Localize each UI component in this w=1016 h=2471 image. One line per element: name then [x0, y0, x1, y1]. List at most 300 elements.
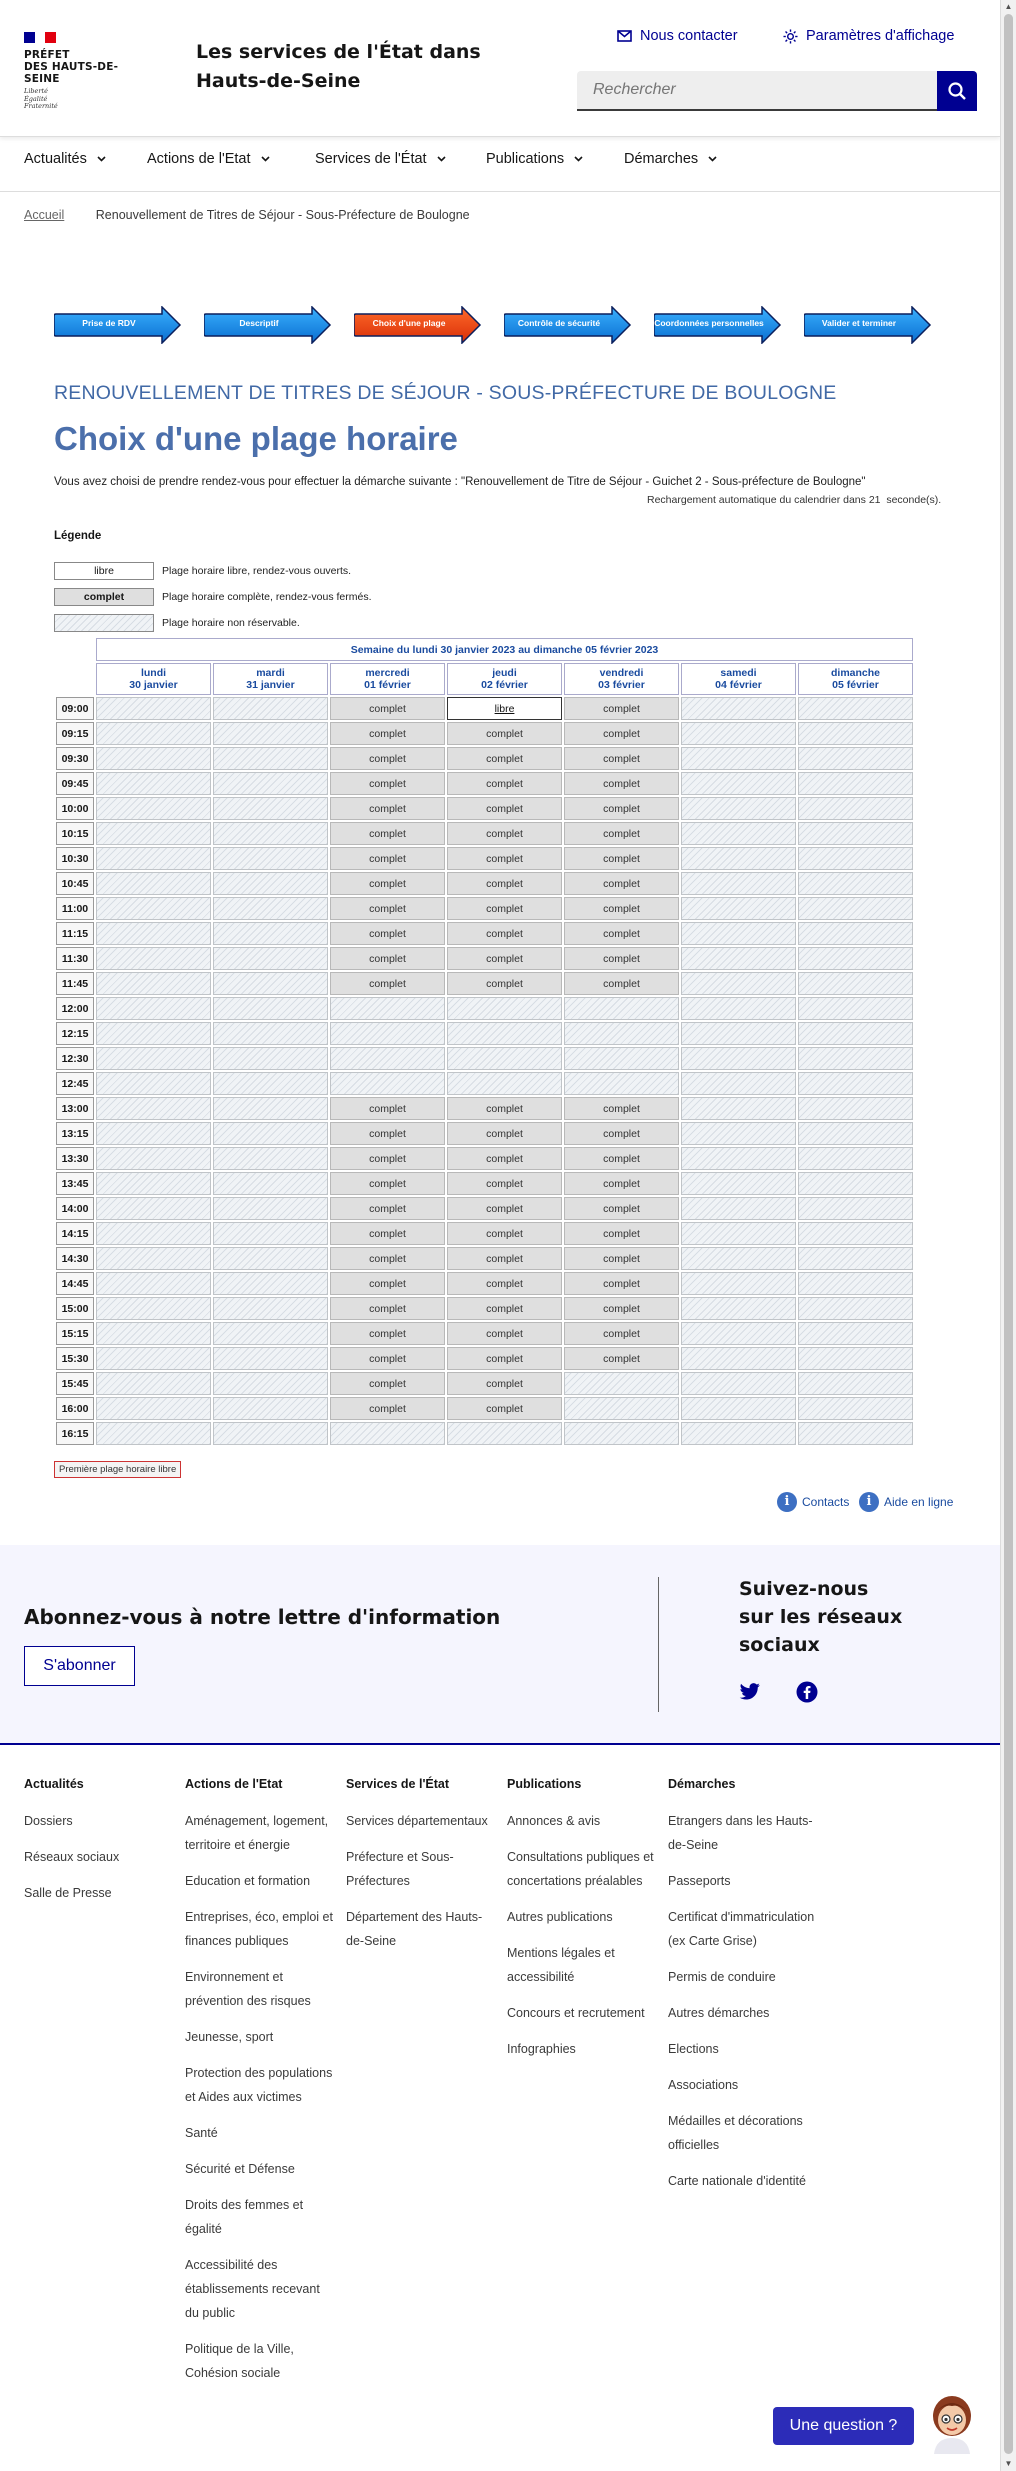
time-slot-label: 14:00: [56, 1197, 94, 1220]
time-row: [56, 1072, 913, 1095]
footer-link[interactable]: Associations: [668, 2078, 739, 2092]
footer-link[interactable]: Aménagement, logement, territoire et énergie: [185, 1814, 329, 1852]
slot-unavailable: [96, 747, 211, 770]
slot-unavailable: [564, 1072, 679, 1095]
slot-unavailable: [96, 1122, 211, 1145]
footer-link[interactable]: Passeports: [668, 1874, 731, 1888]
slot-unavailable: [798, 822, 913, 845]
time-slot-label: 14:15: [56, 1222, 94, 1245]
footer-link[interactable]: Infographies: [507, 2042, 576, 2056]
slot-unavailable: [447, 1072, 562, 1095]
slot-full: complet: [564, 1322, 679, 1345]
slot-unavailable: [213, 1122, 328, 1145]
marianne-flag-icon: [24, 32, 56, 43]
step-label: Choix d'une plage: [372, 318, 446, 328]
time-slot-label: 10:15: [56, 822, 94, 845]
time-slot-label: 12:30: [56, 1047, 94, 1070]
step-label: Prise de RDV: [82, 318, 136, 328]
footer-link[interactable]: Certificat d'immatriculation (ex Carte Grise): [668, 1910, 815, 1948]
slot-full: complet: [564, 872, 679, 895]
footer-link[interactable]: Jeunesse, sport: [185, 2030, 274, 2044]
day-header: [447, 663, 562, 695]
slot-full: complet: [330, 1197, 445, 1220]
time-row: [56, 1222, 913, 1245]
slot-unavailable: [798, 947, 913, 970]
day-header: [330, 663, 445, 695]
slot-unavailable: [798, 897, 913, 920]
time-row: [56, 1047, 913, 1070]
slot-unavailable: [681, 922, 796, 945]
day-date: 01 février: [364, 679, 411, 691]
time-slot-label: 13:00: [56, 1097, 94, 1120]
footer-link[interactable]: Elections: [668, 2042, 719, 2056]
slot-unavailable: [213, 1097, 328, 1120]
slot-unavailable: [681, 997, 796, 1020]
slot-unavailable: [798, 747, 913, 770]
slot-free[interactable]: libre: [447, 697, 562, 720]
slot-full: complet: [564, 1172, 679, 1195]
slot-unavailable: [798, 797, 913, 820]
slot-unavailable: [213, 1197, 328, 1220]
slot-unavailable: [213, 1397, 328, 1420]
display-settings-link[interactable]: [783, 28, 954, 44]
day-header: [681, 663, 796, 695]
slot-unavailable: [213, 722, 328, 745]
reload-suffix: seconde(s).: [886, 494, 942, 506]
legend-full-swatch: complet: [54, 588, 154, 606]
slot-full: complet: [447, 1372, 562, 1395]
slot-unavailable: [681, 822, 796, 845]
footer-link[interactable]: Annonces & avis: [507, 1814, 601, 1828]
slot-unavailable: [798, 1422, 913, 1445]
footer-column-title[interactable]: Démarches: [668, 1777, 736, 1791]
slot-unavailable: [213, 1047, 328, 1070]
slot-full: complet: [447, 972, 562, 995]
slot-full: complet: [564, 897, 679, 920]
site-footer: [0, 1743, 1000, 2471]
scrollbar-thumb[interactable]: [1004, 14, 1013, 2454]
site-title[interactable]: Les services de l'État dans Hauts-de-Seine: [196, 41, 481, 92]
time-slot-label: 09:30: [56, 747, 94, 770]
online-help-link[interactable]: [859, 1492, 953, 1512]
slot-unavailable: [96, 1297, 211, 1320]
footer-column: [507, 1777, 657, 2073]
schedule-table: [54, 636, 915, 1447]
facebook-icon[interactable]: [796, 1681, 818, 1703]
legend-full-desc: Plage horaire complète, rendez-vous fermés.: [162, 591, 372, 603]
time-row: [56, 822, 913, 845]
footer-column: [668, 1777, 818, 2205]
slot-full: complet: [564, 772, 679, 795]
footer-link[interactable]: Protection des populations et Aides aux victimes: [185, 2066, 333, 2104]
slot-unavailable: [213, 1072, 328, 1095]
chatbot-avatar-icon[interactable]: [928, 2392, 976, 2454]
footer-link[interactable]: Préfecture et Sous-Préfectures: [346, 1850, 454, 1888]
search-icon: [947, 81, 967, 101]
day-name: samedi: [720, 667, 757, 679]
first-free-slot-button[interactable]: Première plage horaire libre: [54, 1461, 181, 1478]
day-name: jeudi: [492, 667, 517, 679]
step-4: [504, 306, 632, 344]
contacts-link[interactable]: [777, 1492, 849, 1512]
slot-full: complet: [330, 1147, 445, 1170]
slot-full: complet: [447, 1397, 562, 1420]
slot-unavailable: [96, 797, 211, 820]
slot-full: complet: [564, 822, 679, 845]
nav-item-actions-etat[interactable]: [147, 151, 270, 167]
footer-link[interactable]: Consultations publiques et concertations préalables: [507, 1850, 654, 1888]
scrollbar[interactable]: [1000, 0, 1016, 2471]
slot-unavailable: [96, 822, 211, 845]
step-3: [354, 306, 482, 344]
slot-unavailable: [96, 1397, 211, 1420]
slot-full: complet: [564, 847, 679, 870]
slot-unavailable: [681, 1322, 796, 1345]
footer-link[interactable]: Permis de conduire: [668, 1970, 776, 1984]
info-icon: i: [777, 1492, 797, 1512]
slot-unavailable: [447, 1422, 562, 1445]
slot-unavailable: [564, 1372, 679, 1395]
slot-unavailable: [213, 1022, 328, 1045]
breadcrumb-home[interactable]: Accueil: [24, 208, 65, 222]
footer-link[interactable]: Environnement et prévention des risques: [185, 1970, 311, 2008]
footer-link[interactable]: Dossiers: [24, 1814, 73, 1828]
contacts-label: Contacts: [802, 1495, 850, 1509]
footer-column: [185, 1777, 335, 2397]
slot-unavailable: [798, 1247, 913, 1270]
slot-full: complet: [330, 1272, 445, 1295]
slot-full: complet: [564, 697, 679, 720]
slot-unavailable: [213, 1247, 328, 1270]
slot-unavailable: [681, 897, 796, 920]
slot-full: complet: [330, 897, 445, 920]
slot-unavailable: [681, 1122, 796, 1145]
nav-item-actualites[interactable]: [24, 151, 106, 167]
footer-link[interactable]: Sécurité et Défense: [185, 2162, 295, 2176]
slot-full: complet: [564, 1272, 679, 1295]
footer-link[interactable]: Etrangers dans les Hauts-de-Seine: [668, 1814, 813, 1852]
step-1: [54, 306, 182, 344]
slot-unavailable: [798, 1022, 913, 1045]
slot-full: complet: [330, 972, 445, 995]
slot-unavailable: [213, 972, 328, 995]
nav-label: Publications: [486, 151, 565, 167]
slot-unavailable: [447, 997, 562, 1020]
time-slot-label: 15:45: [56, 1372, 94, 1395]
time-slot-label: 15:30: [56, 1347, 94, 1370]
slot-unavailable: [798, 997, 913, 1020]
slot-unavailable: [681, 1197, 796, 1220]
time-row: [56, 772, 913, 795]
slot-full: complet: [447, 1097, 562, 1120]
footer-link[interactable]: Mentions légales et accessibilité: [507, 1946, 615, 1984]
envelope-icon: [617, 30, 632, 42]
slot-full: complet: [447, 1172, 562, 1195]
slot-full: complet: [330, 872, 445, 895]
contact-link[interactable]: [617, 28, 738, 44]
sun-icon: [783, 29, 798, 44]
time-slot-label: 11:45: [56, 972, 94, 995]
footer-link[interactable]: Réseaux sociaux: [24, 1850, 120, 1864]
footer-column-title[interactable]: Actualités: [24, 1777, 84, 1791]
day-date: 30 janvier: [129, 679, 178, 691]
legend-na-swatch: [54, 614, 154, 632]
time-row: [56, 1097, 913, 1120]
site-header: [0, 0, 1000, 137]
slot-unavailable: [681, 1297, 796, 1320]
day-name: mardi: [256, 667, 285, 679]
slot-unavailable: [681, 1397, 796, 1420]
search-input[interactable]: [577, 71, 937, 111]
time-slot-label: 14:45: [56, 1272, 94, 1295]
reload-notice: [647, 494, 941, 506]
slot-unavailable: [798, 1322, 913, 1345]
footer-link[interactable]: Santé: [185, 2126, 218, 2140]
slot-full: complet: [447, 1247, 562, 1270]
slot-unavailable: [96, 1347, 211, 1370]
prefet-logo[interactable]: [24, 32, 144, 111]
slot-full: complet: [564, 1347, 679, 1370]
day-header: [798, 663, 913, 695]
slot-full: complet: [447, 1297, 562, 1320]
slot-full: complet: [330, 1247, 445, 1270]
slot-full: complet: [447, 847, 562, 870]
time-slot-label: 10:30: [56, 847, 94, 870]
footer-column-title[interactable]: Services de l'État: [346, 1777, 450, 1791]
day-name: lundi: [140, 667, 167, 679]
time-row: [56, 1197, 913, 1220]
footer-link[interactable]: Accessibilité des établissements recevant du public: [185, 2258, 320, 2320]
slot-unavailable: [564, 1397, 679, 1420]
footer-link[interactable]: Education et formation: [185, 1874, 311, 1888]
step-label: Descriptif: [239, 318, 279, 328]
time-slot-label: 12:15: [56, 1022, 94, 1045]
slot-unavailable: [681, 1072, 796, 1095]
slot-unavailable: [96, 897, 211, 920]
slot-unavailable: [798, 1297, 913, 1320]
slot-unavailable: [681, 1022, 796, 1045]
slot-full: complet: [564, 1147, 679, 1170]
slot-unavailable: [213, 822, 328, 845]
slot-unavailable: [213, 872, 328, 895]
footer-link[interactable]: Politique de la Ville, Cohésion sociale: [185, 2342, 294, 2380]
slot-full: complet: [564, 972, 679, 995]
slot-unavailable: [798, 1272, 913, 1295]
slot-full: complet: [447, 1347, 562, 1370]
chevron-down-icon: [261, 156, 270, 162]
social-title: Suivez-nous sur les réseaux sociaux: [739, 1578, 903, 1656]
step-label: Valider et terminer: [821, 318, 897, 328]
slot-unavailable: [96, 872, 211, 895]
slot-unavailable: [96, 1222, 211, 1245]
slot-unavailable: [96, 1372, 211, 1395]
time-row: [56, 1347, 913, 1370]
footer-column: [24, 1777, 174, 1917]
slot-unavailable: [96, 997, 211, 1020]
slot-unavailable: [330, 1047, 445, 1070]
slot-full: complet: [330, 847, 445, 870]
time-row: [56, 972, 913, 995]
time-row: [56, 1272, 913, 1295]
slot-full: complet: [447, 1197, 562, 1220]
slot-unavailable: [96, 1072, 211, 1095]
step-label: Coordonnées personnelles: [654, 318, 764, 328]
search-button[interactable]: [937, 71, 977, 111]
slot-full: complet: [330, 1397, 445, 1420]
slot-full: complet: [330, 1297, 445, 1320]
legend-na-desc: Plage horaire non réservable.: [162, 617, 300, 629]
slot-full: complet: [447, 922, 562, 945]
time-row: [56, 947, 913, 970]
slot-full: complet: [447, 947, 562, 970]
time-row: [56, 1022, 913, 1045]
slot-unavailable: [798, 1372, 913, 1395]
chat-question-button[interactable]: Une question ?: [773, 2407, 914, 2445]
footer-link[interactable]: Salle de Presse: [24, 1886, 112, 1900]
slot-full: complet: [330, 1322, 445, 1345]
slot-unavailable: [330, 1422, 445, 1445]
slot-unavailable: [798, 922, 913, 945]
slot-unavailable: [213, 1172, 328, 1195]
slot-unavailable: [96, 947, 211, 970]
footer-link[interactable]: Autres démarches: [668, 2006, 770, 2020]
scroll-down-icon[interactable]: ▼: [1004, 2459, 1013, 2468]
footer-link[interactable]: Droits des femmes et égalité: [185, 2198, 304, 2236]
slot-full: complet: [330, 722, 445, 745]
slot-unavailable: [213, 897, 328, 920]
slot-full: complet: [330, 1122, 445, 1145]
time-slot-label: 15:15: [56, 1322, 94, 1345]
time-row: [56, 897, 913, 920]
footer-link[interactable]: Entreprises, éco, emploi et finances publiques: [185, 1910, 333, 1948]
slot-full: complet: [447, 722, 562, 745]
day-date: 05 février: [832, 679, 879, 691]
time-row: [56, 747, 913, 770]
slot-full: complet: [330, 822, 445, 845]
slot-full: complet: [447, 1272, 562, 1295]
corner: [56, 663, 94, 695]
slot-full: complet: [564, 1122, 679, 1145]
slot-unavailable: [681, 872, 796, 895]
slot-unavailable: [96, 847, 211, 870]
slot-full: complet: [330, 947, 445, 970]
nav-item-demarches[interactable]: [624, 151, 717, 167]
slot-unavailable: [798, 722, 913, 745]
slot-unavailable: [213, 947, 328, 970]
slot-unavailable: [681, 1097, 796, 1120]
slot-unavailable: [330, 997, 445, 1020]
info-icon: i: [859, 1492, 879, 1512]
slot-unavailable: [681, 1372, 796, 1395]
day-header: [564, 663, 679, 695]
slot-unavailable: [213, 1347, 328, 1370]
slot-unavailable: [681, 1172, 796, 1195]
time-slot-label: 09:15: [56, 722, 94, 745]
reload-seconds: 21: [868, 494, 881, 506]
slot-unavailable: [96, 1022, 211, 1045]
nav-item-publications[interactable]: [486, 151, 583, 167]
footer-link[interactable]: Concours et recrutement: [507, 2006, 645, 2020]
slot-unavailable: [681, 1047, 796, 1070]
legend-title: Légende: [54, 530, 102, 542]
slot-unavailable: [564, 1047, 679, 1070]
day-name: mercredi: [365, 667, 410, 679]
logo-text: PRÉFET DES HAUTS-DE-SEINE: [24, 49, 119, 85]
footer-column-title[interactable]: Publications: [507, 1777, 582, 1791]
chevron-down-icon: [574, 156, 583, 162]
slot-unavailable: [96, 1197, 211, 1220]
main-nav: [0, 137, 1000, 192]
slot-full: complet: [330, 1347, 445, 1370]
time-row: [56, 1322, 913, 1345]
slot-unavailable: [681, 1422, 796, 1445]
slot-unavailable: [798, 1222, 913, 1245]
footer-link[interactable]: Carte nationale d'identité: [668, 2174, 806, 2188]
slot-unavailable: [798, 1397, 913, 1420]
time-row: [56, 1247, 913, 1270]
slot-unavailable: [213, 747, 328, 770]
slot-unavailable: [681, 1347, 796, 1370]
slot-unavailable: [213, 772, 328, 795]
slot-unavailable: [96, 1272, 211, 1295]
nav-item-services-etat[interactable]: [315, 151, 446, 167]
slot-full: complet: [330, 1222, 445, 1245]
scroll-up-icon[interactable]: ▲: [1004, 2, 1013, 11]
slot-full: complet: [447, 797, 562, 820]
slot-unavailable: [213, 997, 328, 1020]
time-row: [56, 722, 913, 745]
slot-unavailable: [213, 797, 328, 820]
display-settings-label: Paramètres d'affichage: [806, 28, 955, 44]
legend-free-swatch: libre: [54, 562, 154, 580]
footer-link[interactable]: Autres publications: [507, 1910, 613, 1924]
twitter-icon[interactable]: [739, 1683, 761, 1701]
nav-label: Actions de l'Etat: [147, 151, 251, 167]
footer-link[interactable]: Médailles et décorations officielles: [668, 2114, 803, 2152]
slot-unavailable: [96, 1047, 211, 1070]
slot-unavailable: [798, 1122, 913, 1145]
time-row: [56, 1147, 913, 1170]
day-date: 02 février: [481, 679, 528, 691]
search-bar: [577, 71, 977, 111]
subscribe-button[interactable]: S'abonner: [24, 1646, 135, 1686]
time-row: [56, 1172, 913, 1195]
chevron-down-icon: [708, 156, 717, 162]
intro-text: Vous avez choisi de prendre rendez-vous pour effectuer la démarche suivante : "Renouvellement de Titre de Séjour - Guichet 2 - Sous-préfecture de Boulogne": [54, 476, 866, 488]
online-help-label: Aide en ligne: [884, 1495, 954, 1509]
slot-full: complet: [330, 1372, 445, 1395]
slot-unavailable: [96, 1147, 211, 1170]
slot-unavailable: [798, 1347, 913, 1370]
slot-full: complet: [564, 722, 679, 745]
breadcrumb: [24, 208, 470, 222]
footer-link[interactable]: Services départementaux: [346, 1814, 488, 1828]
footer-column-title[interactable]: Actions de l'Etat: [185, 1777, 283, 1791]
day-header: [213, 663, 328, 695]
slot-unavailable: [96, 772, 211, 795]
slot-unavailable: [681, 1247, 796, 1270]
slot-unavailable: [330, 1022, 445, 1045]
day-date: 04 février: [715, 679, 762, 691]
time-row: [56, 697, 913, 720]
slot-full: complet: [564, 947, 679, 970]
procedure-title: RENOUVELLEMENT DE TITRES DE SÉJOUR - SOUS-PRÉFECTURE DE BOULOGNE: [54, 382, 837, 404]
slot-unavailable: [681, 947, 796, 970]
slot-full: complet: [330, 747, 445, 770]
footer-link[interactable]: Département des Hauts-de-Seine: [346, 1910, 483, 1948]
slot-unavailable: [213, 1147, 328, 1170]
time-row: [56, 1397, 913, 1420]
